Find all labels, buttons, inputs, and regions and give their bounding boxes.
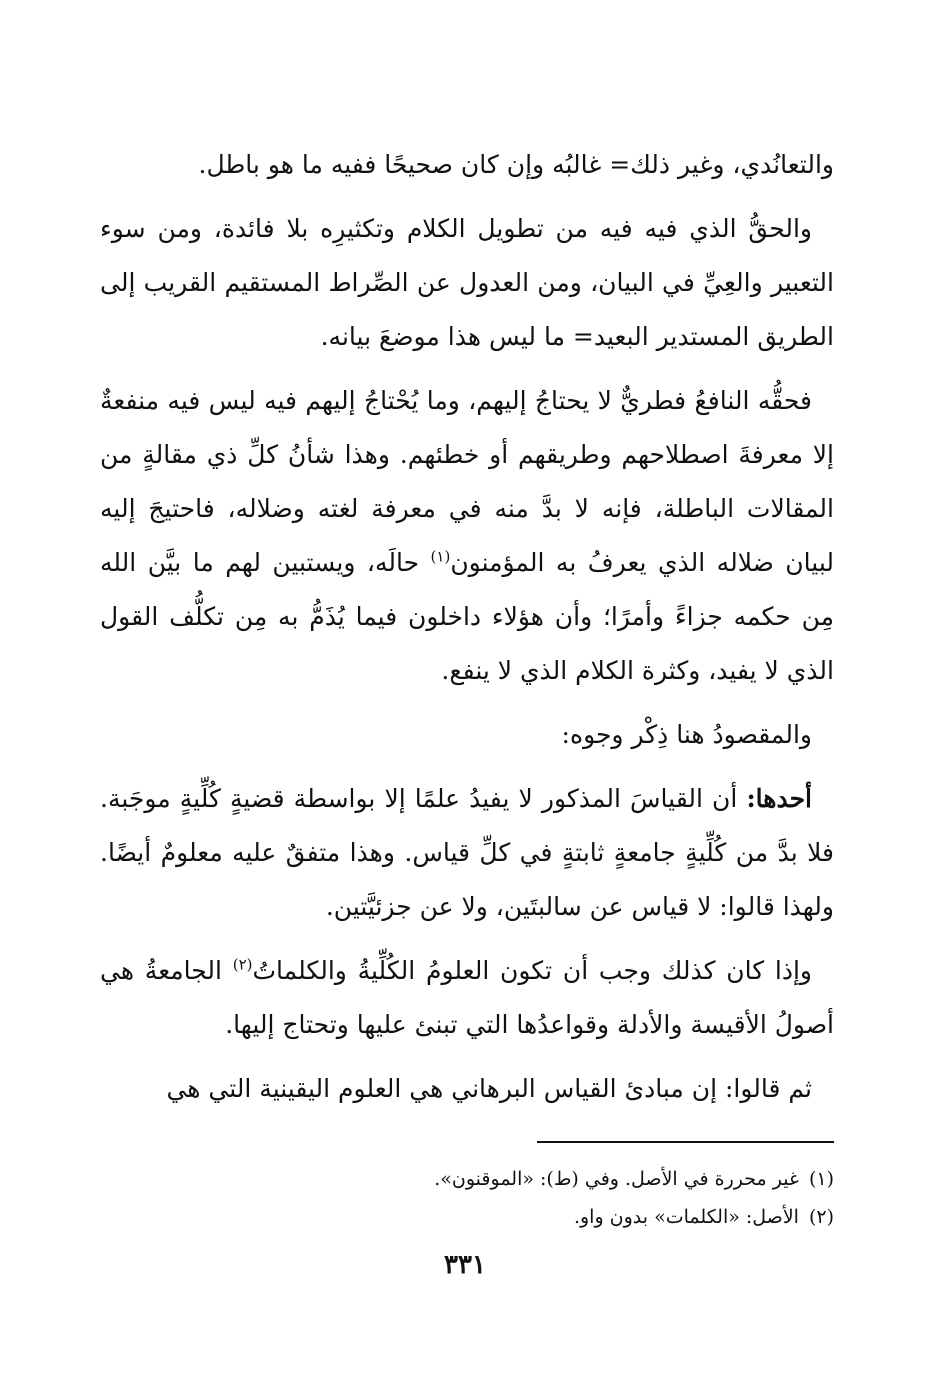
- footnotes: [100, 1160, 834, 1236]
- page-number: ٣٣١: [444, 1250, 486, 1280]
- footnote-ref-1[interactable]: (١): [430, 547, 451, 566]
- paragraph-3-text: فحقُّه النافعُ فطريٌّ لا يحتاجُ إليهم، وما يُحْتاجُ إليهم فيه ليس فيه منفعةٌ إلا معرفةَ اصطلاحهم وطريقهم أو خطئهم. وهذا شأنُ كلِّ ذي مقالةٍ من المقالات الباطلة، فإنه لا بدَّ منه في معرفة لغته وضلاله، فاحتيجَ إليه لبيان ضلاله الذي يعرفُ به المؤمنون: [100, 386, 834, 577]
- paragraph-6: [100, 944, 834, 1052]
- paragraph-2: [100, 202, 834, 364]
- paragraph-5-text: أن القياسَ المذكور لا يفيدُ علمًا إلا بواسطة قضيةٍ كُلِّيةٍ موجَبة. فلا بدَّ من كُلِّيةٍ جامعةٍ ثابتةٍ في كلِّ قياس. وهذا متفقٌ عليه معلومٌ أيضًا. ولهذا قالوا: لا قياس عن سالبتَين، ولا عن جزئيَّتين.: [100, 784, 834, 921]
- footnote-2: [100, 1198, 834, 1236]
- body-text: [100, 138, 834, 1126]
- paragraph-5-lead: أحدها:: [746, 784, 812, 813]
- paragraph-4-text: والمقصودُ هنا ذِكْر وجوه:: [561, 720, 812, 749]
- paragraph-7-text: ثم قالوا: إن مبادئ القياس البرهاني هي العلوم اليقينية التي هي: [166, 1074, 812, 1103]
- footnote-1-number: (١): [808, 1168, 834, 1190]
- footnote-divider: [537, 1141, 834, 1143]
- paragraph-5: [100, 772, 834, 934]
- paragraph-3: [100, 374, 834, 698]
- footnote-2-text: الأصل: «الكلمات» بدون واو.: [573, 1206, 799, 1228]
- footnote-ref-2[interactable]: (٢): [232, 955, 253, 974]
- paragraph-4: [100, 708, 834, 762]
- paragraph-6-text: وإذا كان كذلك وجب أن تكون العلومُ الكُلِّيةُ والكلماتُ: [252, 956, 812, 985]
- footnote-1-text: غير محررة في الأصل. وفي (ط): «الموقنون».: [434, 1168, 799, 1190]
- paragraph-3-text-after: حالَه، ويستبين لهم ما بيَّن الله مِن حكمه جزاءً وأمرًا؛ وأن هؤلاء داخلون فيما يُذَمُّ به مِن تكلُّف القول الذي لا يفيد، وكثرة الكلام الذي لا ينفع.: [100, 548, 834, 685]
- paragraph-1-text: والتعانُدي، وغير ذلك= غالبُه وإن كان صحيحًا ففيه ما هو باطل.: [198, 150, 834, 179]
- footnote-1: [100, 1160, 834, 1198]
- footnote-2-number: (٢): [808, 1206, 834, 1228]
- paragraph-2-text: والحقُّ الذي فيه فيه من تطويل الكلام وتكثيرِه بلا فائدة، ومن سوء التعبير والعِيِّ في البيان، ومن العدول عن الصِّراط المستقيم القريب إلى الطريق المستدير البعيد= ما ليس هذا موضعَ بيانه.: [100, 214, 834, 351]
- paragraph-1: [100, 138, 834, 192]
- paragraph-6-text-after: الجامعةُ هي أصولُ الأقيسة والأدلة وقواعدُها التي تبنئ عليها وتحتاج إليها.: [100, 956, 834, 1039]
- paragraph-7: [100, 1062, 834, 1116]
